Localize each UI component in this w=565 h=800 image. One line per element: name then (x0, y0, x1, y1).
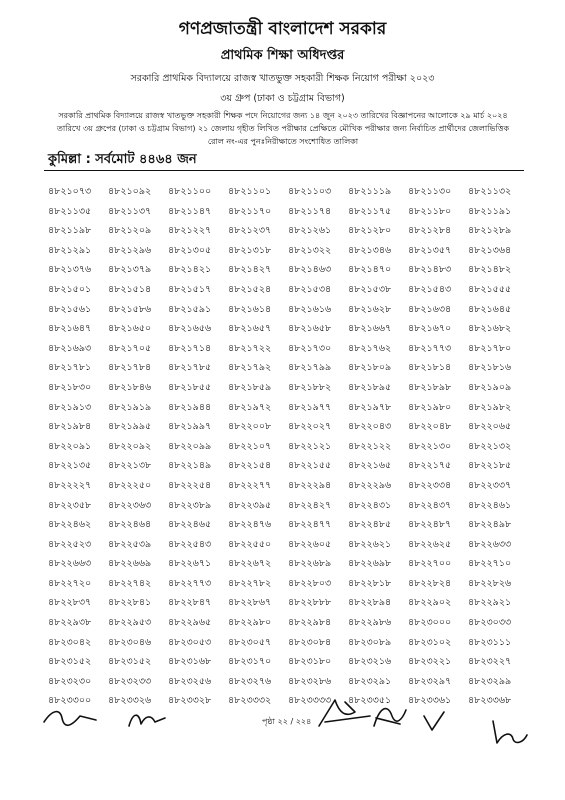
page-number: পৃষ্ঠা ২২ / ২২৪ (262, 717, 312, 726)
roll-number: ৪৮২১৫০১ (48, 283, 92, 295)
roll-number: ৪৮২২৯৮৪ (288, 617, 332, 629)
roll-number: ৪৮২২৭২০ (48, 577, 92, 589)
roll-number: ৪৮২২১৩৫ (48, 460, 92, 472)
roll-number: ৪৮২২৪৬৪ (108, 519, 152, 531)
roll-number: ৪৮২২৮৬৭ (228, 597, 272, 609)
roll-number: ৪৮২১৭৯২ (228, 362, 272, 374)
roll-number: ৪৮২১৮৯৮ (408, 381, 452, 393)
roll-number: ৪৮২২৬৭১ (168, 558, 212, 570)
roll-number: ৪৮২১৩৭৬ (48, 264, 92, 276)
roll-number: ৪৮২১৬৩৪ (408, 303, 452, 315)
roll-number: ৪৮২২১৮৫ (468, 460, 512, 472)
roll-number: ৪৮২২৮১৮ (348, 577, 392, 589)
roll-number: ৪৮২২২৭৭ (228, 479, 272, 491)
heading-underline (44, 170, 524, 171)
roll-number: ৪৮২১৯৮৪ (48, 421, 92, 433)
roll-number-grid (48, 182, 528, 711)
government-title: গণপ্রজাতন্ত্রী বাংলাদেশ সরকার (178, 19, 387, 39)
roll-number: ৪৮২১৬৫৬ (168, 323, 212, 335)
roll-number: ৪৮২২০৯২ (108, 440, 152, 452)
roll-number: ৪৮২১৫২৪ (228, 283, 272, 295)
roll-number: ৪৮২২৪৩৭ (408, 499, 452, 511)
roll-number: ৪৮২৩৩৬৮ (468, 695, 512, 707)
group-title: ৩য় গ্রুপ (ঢাকা ও চট্টগ্রাম বিভাগ) (220, 93, 345, 104)
roll-number: ৪৮২২৯০২ (408, 597, 452, 609)
roll-number: ৪৮২২৬২৫ (408, 538, 452, 550)
roll-number: ৪৮২১৮১৬ (468, 362, 512, 374)
roll-number: ৪৮২১২৩৭ (228, 225, 272, 237)
roll-number: ৪৮২১৭৩০ (288, 342, 332, 354)
roll-number: ৪৮২৩২৩৩ (108, 675, 152, 687)
roll-number: ৪৮২১২৮৯ (468, 225, 512, 237)
roll-number: ৪৮২৩০৮৯ (348, 636, 392, 648)
roll-number: ৪৮২১৭২২ (228, 342, 272, 354)
roll-number: ৪৮২২৬৮৯ (288, 558, 332, 570)
roll-number: ৪৮২১৪৭০ (348, 264, 392, 276)
roll-number: ৪৮২১১০৩ (288, 186, 332, 197)
roll-number: ৪৮২১১০০ (168, 186, 212, 197)
roll-number: ৪৮২৩৩০০ (48, 695, 92, 707)
roll-number: ৪৮২২১৫৪ (228, 460, 272, 472)
signature-1 (40, 700, 100, 735)
directorate-title: প্রাথমিক শিক্ষা অধিদপ্তর (220, 48, 345, 63)
roll-number: ৪৮২৩৩৩৩ (288, 695, 332, 707)
roll-number: ৪৮২৩২৯১ (348, 675, 392, 687)
roll-number: ৪৮২৩৩৫১ (348, 695, 392, 707)
roll-number: ৪৮২২৮৯৪ (348, 597, 392, 609)
roll-number: ৪৮২১১৯১ (468, 205, 512, 217)
roll-number: ৪৮২২৬৬৯ (108, 558, 152, 570)
roll-number: ৪৮২২০২৭ (288, 421, 332, 433)
roll-number: ৪৮২১১৭৪ (288, 205, 332, 217)
roll-number: ৪৮২৩২২১ (408, 656, 452, 668)
roll-number: ৪৮২১৭৮৫ (168, 362, 212, 374)
signature-6 (487, 715, 532, 749)
roll-number: ৪৮২২৮৮৮ (288, 597, 332, 609)
roll-number: ৪৮২১৮৯৫ (348, 381, 392, 393)
roll-number: ৪৮২১১০১ (228, 186, 272, 197)
roll-number: ৪৮২১৬১৬ (288, 303, 332, 315)
roll-number: ৪৮২১৭৭৩ (408, 342, 452, 354)
notice-text: সরকারি প্রাথমিক বিদ্যালয়ে রাজস্ব খাতভুক্ত সহকারী শিক্ষক পদে নিয়োগের জন্য ১৪ জুন ২০২৩ তারিখের বিজ্ঞাপনের আলোকে ২৯ মার্চ ২০২৪ তারিখে ৩য় গ্রুপের (ঢাকা ও চট্টগ্রাম বিভাগ) ২১ জেলায় গৃহীত লিখিত পরীক্ষার প্রেক্ষিতে মৌখিক পরীক্ষার জন্য নির্বাচিত প্রার্থীদের জেলাভিত্তিক রোল নং-এর পুনঃনিরীক্ষাতে সংশোধিত তালিকা (56, 111, 510, 146)
roll-number: ৪৮২১১১৯ (348, 186, 392, 197)
roll-number: ৪৮২৩২৩০ (48, 675, 92, 687)
roll-number: ৪৮২২৩৯৫ (228, 499, 272, 511)
roll-number: ৪৮২২২৫০ (108, 479, 152, 491)
roll-number: ৪৮২২৩৮৯ (168, 499, 212, 511)
roll-number: ৪৮২৩০৪৬ (108, 636, 152, 648)
roll-number: ৪৮২২৯২১ (468, 597, 512, 609)
roll-number: ৪৮২৩০৪২ (48, 636, 92, 648)
district-heading: কুমিল্লা : সর্বমোট ৪৪৬৪ জন (48, 152, 197, 167)
roll-number: ৪৮২২১০৭ (228, 440, 272, 452)
roll-number: ৪৮২১১৩২ (468, 186, 512, 197)
roll-number: ৪৮২১৯০৯ (468, 381, 512, 393)
roll-number: ৪৮২১৪২১ (168, 264, 212, 276)
roll-number: ৪৮২১৯৭৮ (348, 401, 392, 413)
roll-number: ৪৮২১২৮৪ (408, 225, 452, 237)
roll-number: ৪৮২২১৩৮ (108, 460, 152, 472)
roll-number: ৪৮২১৩৬৪ (468, 244, 512, 256)
roll-number: ৪৮২১৬৭০ (408, 323, 452, 335)
roll-number: ৪৮২২৯৮০ (228, 617, 272, 629)
roll-number: ৪৮২২৬০৫ (288, 538, 332, 550)
signature-4 (370, 700, 410, 732)
roll-number: ৪৮২২১৭৫ (408, 460, 452, 472)
roll-number: ৪৮২১৮০৯ (348, 362, 392, 374)
roll-number: ৪৮২১৮৩০ (48, 381, 92, 393)
roll-number: ৪৮২১৬৬৭ (348, 323, 392, 335)
roll-number: ৪৮২২১৫৫ (288, 460, 332, 472)
roll-number: ৪৮২২৪৬১ (468, 499, 512, 511)
roll-number: ৪৮২১৩২২ (288, 244, 332, 256)
roll-number: ৪৮২১২২৭ (168, 225, 212, 237)
roll-number: ৪৮২১১৯৮ (48, 225, 92, 237)
roll-number: ৪৮২১৯১৩ (48, 401, 92, 413)
roll-number: ৪৮২২৯৫৩ (108, 617, 152, 629)
roll-number: ৪৮২৩২৯৭ (408, 675, 452, 687)
roll-number: ৪৮২৩০০০ (408, 617, 452, 629)
roll-number: ৪৮২২৮২৬ (468, 577, 512, 589)
roll-number: ৪৮২১৭৯৯ (288, 362, 332, 374)
roll-number: ৪৮২৩১৬৮ (168, 656, 212, 668)
signature-3 (315, 692, 375, 734)
roll-number: ৪৮২২৮৩৭ (48, 597, 92, 609)
roll-number: ৪৮২১০৭৩ (48, 186, 92, 197)
roll-number: ৪৮২১১৪৭ (168, 205, 212, 217)
roll-number: ৪৮২২৯৬৫ (168, 617, 212, 629)
roll-number: ৪৮২২৬২১ (348, 538, 392, 550)
roll-number: ৪৮২২৪৬৫ (168, 519, 212, 531)
roll-number: ৪৮২২২৯৪ (288, 479, 332, 491)
roll-number: ৪৮২২০০৮ (228, 421, 272, 433)
roll-number: ৪৮২১৫৫৫ (468, 283, 512, 295)
roll-number: ৪৮২১৬৯৩ (48, 342, 92, 354)
roll-number: ৪৮২২৩৫৮ (48, 499, 92, 511)
roll-number: ৪৮২৩৩২৮ (168, 695, 212, 707)
roll-number: ৪৮২২২৫৪ (168, 479, 212, 491)
roll-number: ৪৮২৩০৩৩ (468, 617, 512, 629)
roll-number: ৪৮২২৯৩৮ (48, 617, 92, 629)
roll-number: ৪৮২১৩০৫ (168, 244, 212, 256)
roll-number: ৪৮২২৮০৩ (288, 577, 332, 589)
roll-number: ৪৮২১৫৯১ (168, 303, 212, 315)
roll-number: ৪৮২২৪৬২ (48, 519, 92, 531)
roll-number: ৪৮২৩১৫২ (108, 656, 152, 668)
roll-number: ৪৮২২৬৬৩ (48, 558, 92, 570)
roll-number: ৪৮২১৭০৫ (108, 342, 152, 354)
roll-number: ৪৮২২৯৮৬ (348, 617, 392, 629)
roll-number: ৪৮২১৬২৮ (348, 303, 392, 315)
roll-number: ৪৮২১১৮০ (408, 205, 452, 217)
roll-number: ৪৮২২৪৮৭ (408, 519, 452, 531)
roll-number: ৪৮২২৬৯৮ (348, 558, 392, 570)
roll-number: ৪৮২২৩৩৪ (408, 479, 452, 491)
roll-number: ৪৮২১৬৪৫ (468, 303, 512, 315)
roll-number: ৪৮২১৭৮৪ (108, 362, 152, 374)
roll-number: ৪৮২২৭৭৩ (168, 577, 212, 589)
roll-number: ৪৮২১৬৪৭ (48, 323, 92, 335)
roll-number: ৪৮২২১২২ (348, 440, 392, 452)
roll-number: ৪৮২১৫৬১ (48, 303, 92, 315)
roll-number: ৪৮২১৫৩৮ (348, 283, 392, 295)
roll-number: ৪৮২১৮১৪ (408, 362, 452, 374)
roll-number: ৪৮২১১৭০ (228, 205, 272, 217)
roll-number: ৪৮২২৮৪৭ (168, 597, 212, 609)
roll-number: ৪৮২২০৪৮ (408, 421, 452, 433)
roll-number: ৪৮২৩২৫৬ (168, 675, 212, 687)
signature-2 (125, 708, 170, 736)
roll-number: ৪৮২২৭১০ (468, 558, 512, 570)
roll-number: ৪৮২৩১৮০ (288, 656, 332, 668)
roll-number: ৪৮২৩৩৩২ (228, 695, 272, 707)
roll-number: ৪৮২১৯৭২ (228, 401, 272, 413)
roll-number: ৪৮২১২৮০ (348, 225, 392, 237)
roll-number: ৪৮২১৪৬৩ (288, 264, 332, 276)
roll-number: ৪৮২১৬৫৮ (288, 323, 332, 335)
roll-number: ৪৮২১৯৭৭ (288, 401, 332, 413)
roll-number: ৪৮২৩৩৬১ (408, 695, 452, 707)
roll-number: ৪৮২২৫২৩ (48, 538, 92, 550)
roll-number: ৪৮২১৫১৭ (168, 283, 212, 295)
roll-number: ৪৮২২১২১ (288, 440, 332, 452)
roll-number: ৪৮২২৩৬৩ (108, 499, 152, 511)
roll-number: ৪৮২২১৬৫ (348, 460, 392, 472)
roll-number: ৪৮২১২৬১ (288, 225, 332, 237)
roll-number: ৪৮২২৪৮৫ (348, 519, 392, 531)
roll-number: ৪৮২১৮৫৯ (228, 381, 272, 393)
roll-number: ৪৮২১৬৮২ (468, 323, 512, 335)
roll-number: ৪৮২২৫৪৩ (168, 538, 212, 550)
roll-number: ৪৮২১২০৯ (108, 225, 152, 237)
roll-number: ৪৮২৩৩২৬ (108, 695, 152, 707)
roll-number: ৪৮২১৩১৮ (228, 244, 272, 256)
roll-number: ৪৮২১৮৫৫ (168, 381, 212, 393)
roll-number: ৪৮২২৭৪২ (108, 577, 152, 589)
roll-number: ৪৮২১৭৮১ (48, 362, 92, 374)
roll-number: ৪৮২২০৯১ (48, 440, 92, 452)
roll-number: ৪৮২৩২৭৬ (228, 675, 272, 687)
roll-number: ৪৮২২৩৩৭ (468, 479, 512, 491)
roll-number: ৪৮২২৮২৪ (408, 577, 452, 589)
roll-number: ৪৮২১৯৪৪ (168, 401, 212, 413)
roll-number: ৪৮২৩১১১ (468, 636, 512, 648)
roll-number: ৪৮২২৫৩৯ (108, 538, 152, 550)
roll-number: ৪৮২১৫৪৩ (408, 283, 452, 295)
roll-number: ৪৮২১৫১৪ (108, 283, 152, 295)
roll-number: ৪৮২২২৯৬ (348, 479, 392, 491)
roll-number: ৪৮২১৫৩৪ (288, 283, 332, 295)
roll-number: ৪৮২১৪২৭ (228, 264, 272, 276)
roll-number: ৪৮২১১৭৫ (348, 205, 392, 217)
roll-number: ৪৮২২৭০০ (408, 558, 452, 570)
roll-number: ৪৮২১২৯৬ (108, 244, 152, 256)
roll-number: ৪৮২২৬৭২ (228, 558, 272, 570)
roll-number: ৪৮২৩০৫৭ (228, 636, 272, 648)
roll-number: ৪৮২২৪৭৭ (288, 519, 332, 531)
roll-number: ৪৮২৩২৮৬ (288, 675, 332, 687)
roll-number: ৪৮২২১৩২ (468, 440, 512, 452)
roll-number: ৪৮২১৭৮০ (468, 342, 512, 354)
roll-number: ৪৮২১২৯১ (48, 244, 92, 256)
roll-number: ৪৮২৩১০২ (408, 636, 452, 648)
roll-number: ৪৮২৩০৮৪ (288, 636, 332, 648)
roll-number: ৪৮২১৪৮২ (468, 264, 512, 276)
roll-number: ৪৮২২০৪৩ (348, 421, 392, 433)
roll-number: ৪৮২২০৬৫ (468, 421, 512, 433)
roll-number: ৪৮২২৬৩৩ (468, 538, 512, 550)
roll-number: ৪৮২১৮৪৬ (108, 381, 152, 393)
roll-number: ৪৮২১৯৯৫ (108, 421, 152, 433)
roll-number: ৪৮২৩২৯৯ (468, 675, 512, 687)
roll-number: ৪৮২১১৩৫ (48, 205, 92, 217)
roll-number: ৪৮২২৪৭৬ (228, 519, 272, 531)
roll-number: ৪৮২৩০৫৩ (168, 636, 212, 648)
roll-number: ৪৮২১৭৬২ (348, 342, 392, 354)
roll-number: ৪৮২২৪৯৮ (468, 519, 512, 531)
roll-number: ৪৮২১৯৮২ (468, 401, 512, 413)
roll-number: ৪৮২১৯১৯ (108, 401, 152, 413)
roll-number: ৪৮২১৬১৪ (228, 303, 272, 315)
roll-number: ৪৮২১৩৪৬ (348, 244, 392, 256)
roll-number: ৪৮২২৪২৭ (288, 499, 332, 511)
roll-number: ৪৮২২৮৪১ (108, 597, 152, 609)
roll-number: ৪৮২২০৯৯ (168, 440, 212, 452)
roll-number: ৪৮২২১৩০ (408, 440, 452, 452)
roll-number: ৪৮২২৫৫০ (228, 538, 272, 550)
roll-number: ৪৮২২৪৩১ (348, 499, 392, 511)
roll-number: ৪৮২১৯৯৭ (168, 421, 212, 433)
roll-number: ৪৮২৩১৭০ (228, 656, 272, 668)
roll-number: ৪৮২১৮৮২ (288, 381, 332, 393)
roll-number: ৪৮২১৩৫৭ (408, 244, 452, 256)
roll-number: ৪৮২১৯৮০ (408, 401, 452, 413)
roll-number: ৪৮২১৬৫৭ (228, 323, 272, 335)
roll-number: ৪৮২১০৯২ (108, 186, 152, 197)
roll-number: ৪৮২২৭৮২ (228, 577, 272, 589)
exam-title: সরকারি প্রাথমিক বিদ্যালয়ে রাজস্ব খাতভুক্ত সহকারী শিক্ষক নিয়োগ পরীক্ষা ২০২৩ (130, 73, 435, 84)
roll-number: ৪৮২১১৩০ (408, 186, 452, 197)
signature-5 (420, 708, 450, 734)
roll-number: ৪৮২৩২২৭ (468, 656, 512, 668)
roll-number: ৪৮২৩২১৬ (348, 656, 392, 668)
roll-number: ৪৮২১৩৭৯ (108, 264, 152, 276)
roll-number: ৪৮২১৪৮৩ (408, 264, 452, 276)
roll-number: ৪৮২২১৪৯ (168, 460, 212, 472)
roll-number: ৪৮২১১৩৭ (108, 205, 152, 217)
roll-number: ৪৮২৩১৫২ (48, 656, 92, 668)
roll-number: ৪৮২১৭১৪ (168, 342, 212, 354)
roll-number: ৪৮২১৬৫০ (108, 323, 152, 335)
roll-number: ৪৮২১৫৮৬ (108, 303, 152, 315)
roll-number: ৪৮২২২২৭ (48, 479, 92, 491)
